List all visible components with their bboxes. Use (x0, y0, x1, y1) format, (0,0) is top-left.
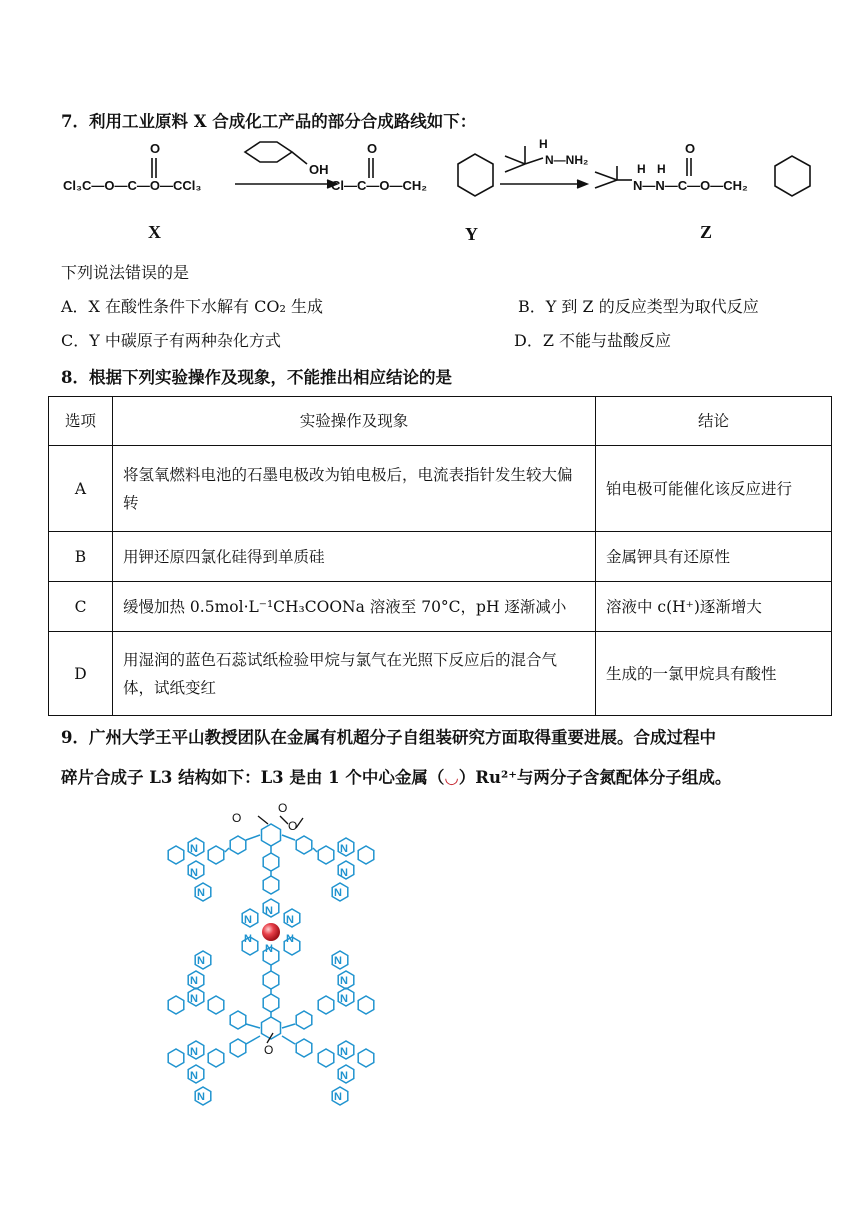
row-option: C (49, 582, 113, 632)
ring (263, 853, 279, 871)
nitrogen-label: N (244, 914, 252, 926)
ring (296, 1011, 312, 1029)
ring (168, 996, 184, 1014)
ring (358, 1049, 374, 1067)
header-option: 选项 (49, 397, 113, 446)
svg-text:O: O (232, 811, 242, 825)
row-conclusion: 溶液中 c(H⁺)逐渐增大 (596, 582, 832, 632)
bond (282, 1024, 295, 1028)
bond (313, 848, 317, 852)
svg-text:OH: OH (309, 162, 329, 177)
q9-line2-end: ）Ru²⁺与两分子含氮配体分子组成。 (458, 768, 732, 787)
svg-text:O: O (264, 1043, 274, 1057)
ring (230, 836, 246, 854)
x-formula: Cl₃C—O—C—O—CCl₃ (63, 178, 202, 193)
nitrogen-label: N (265, 905, 273, 917)
ring (168, 846, 184, 864)
nitrogen-label: N (197, 1091, 205, 1103)
nitrogen-label: N (190, 1046, 198, 1058)
nitrogen-label: N (244, 933, 252, 945)
nitrogen-label: N (190, 843, 198, 855)
bond (246, 1036, 260, 1044)
ring (263, 994, 279, 1012)
nitrogen-label: N (340, 1070, 348, 1082)
nitrogen-label: N (340, 1046, 348, 1058)
ring (318, 996, 334, 1014)
table-row (49, 446, 832, 532)
svg-text:H: H (539, 137, 548, 151)
label-y: Y (465, 224, 478, 244)
q7-option-c: C．Y 中碳原子有两种杂化方式 (61, 331, 281, 350)
row-conclusion: 金属钾具有还原性 (596, 532, 832, 582)
bond (246, 1024, 260, 1028)
nitrogen-label: N (190, 1070, 198, 1082)
bond (282, 1036, 295, 1044)
ring (208, 1049, 224, 1067)
nitrogen-label: N (197, 955, 205, 967)
svg-text:O: O (288, 819, 298, 833)
nitrogen-label: N (265, 943, 273, 955)
z-formula: N—N—C—O—CH₂ (633, 178, 748, 193)
row-option: A (49, 446, 113, 532)
table-row (49, 632, 832, 716)
row-operation: 用钾还原四氯化硅得到单质硅 (113, 532, 596, 582)
row-operation: 将氢氧燃料电池的石墨电极改为铂电极后，电流表指针发生较大偏转 (113, 446, 596, 532)
q9-line2 (61, 764, 731, 788)
q7-option-b: B．Y 到 Z 的反应类型为取代反应 (518, 297, 759, 316)
l3-structure-figure (158, 800, 388, 1120)
header-operation: 实验操作及现象 (113, 397, 596, 446)
q7-prompt: 下列说法错误的是 (61, 263, 190, 282)
ring (230, 1039, 246, 1057)
ring (318, 846, 334, 864)
q8-table (48, 396, 832, 716)
q8-title: 8．根据下列实验操作及现象，不能推出相应结论的是 (61, 368, 452, 387)
label-z: Z (700, 222, 713, 242)
nitrogen-label: N (340, 843, 348, 855)
ring (208, 996, 224, 1014)
ring (358, 996, 374, 1014)
q9-line1: 9．广州大学王平山教授团队在金属有机超分子自组装研究方面取得重要进展。合成过程中 (61, 728, 716, 747)
ring (296, 1039, 312, 1057)
nitrogen-label: N (286, 933, 294, 945)
bond (282, 835, 295, 840)
svg-text:O: O (685, 141, 696, 156)
table-row (49, 532, 832, 582)
ring (263, 876, 279, 894)
nitrogen-label: N (334, 955, 342, 967)
nitrogen-label: N (190, 993, 198, 1005)
table-header-row (49, 397, 832, 446)
table-row (49, 582, 832, 632)
svg-text:O: O (278, 801, 288, 815)
y-formula: Cl—C—O—CH₂ (331, 178, 428, 193)
q7-option-a: A．X 在酸性条件下水解有 CO₂ 生成 (61, 297, 323, 316)
q9-line2-start: 碎片合成子 L3 结构如下：L3 是由 1 个中心金属（ (61, 768, 445, 787)
nitrogen-label: N (340, 867, 348, 879)
ring (168, 1049, 184, 1067)
bond (246, 835, 260, 840)
ring (262, 824, 281, 846)
svg-text:N—NH₂: N—NH₂ (545, 153, 589, 167)
q7-title: 7．利用工业原料 X 合成化工产品的部分合成路线如下： (61, 112, 477, 131)
q7-option-d: D．Z 不能与盐酸反应 (514, 331, 672, 350)
nitrogen-label: N (190, 867, 198, 879)
header-conclusion: 结论 (596, 397, 832, 446)
row-option: D (49, 632, 113, 716)
row-conclusion: 铂电极可能催化该反应进行 (596, 446, 832, 532)
nitrogen-label: N (190, 975, 198, 987)
svg-text:H: H (657, 162, 666, 176)
svg-text:O: O (150, 141, 161, 156)
bond (225, 848, 229, 852)
nitrogen-label: N (340, 975, 348, 987)
ring (318, 1049, 334, 1067)
row-operation: 缓慢加热 0.5mol·L⁻¹CH₃COONa 溶液至 70°C，pH 逐渐减小 (113, 582, 596, 632)
row-option: B (49, 532, 113, 582)
ring (358, 846, 374, 864)
svg-text:O: O (367, 141, 378, 156)
ring (230, 1011, 246, 1029)
metal-symbol: ◡ (444, 768, 459, 787)
nitrogen-label: N (334, 1091, 342, 1103)
nitrogen-label: N (340, 993, 348, 1005)
row-operation: 用湿润的蓝色石蕊试纸检验甲烷与氯气在光照下反应后的混合气体，试纸变红 (113, 632, 596, 716)
ring (208, 846, 224, 864)
nitrogen-label: N (197, 887, 205, 899)
ring (296, 836, 312, 854)
nitrogen-label: N (334, 887, 342, 899)
row-conclusion: 生成的一氯甲烷具有酸性 (596, 632, 832, 716)
ru-metal-center (262, 923, 280, 941)
label-x: X (148, 222, 161, 242)
ring (263, 971, 279, 989)
svg-text:H: H (637, 162, 646, 176)
nitrogen-label: N (286, 914, 294, 926)
